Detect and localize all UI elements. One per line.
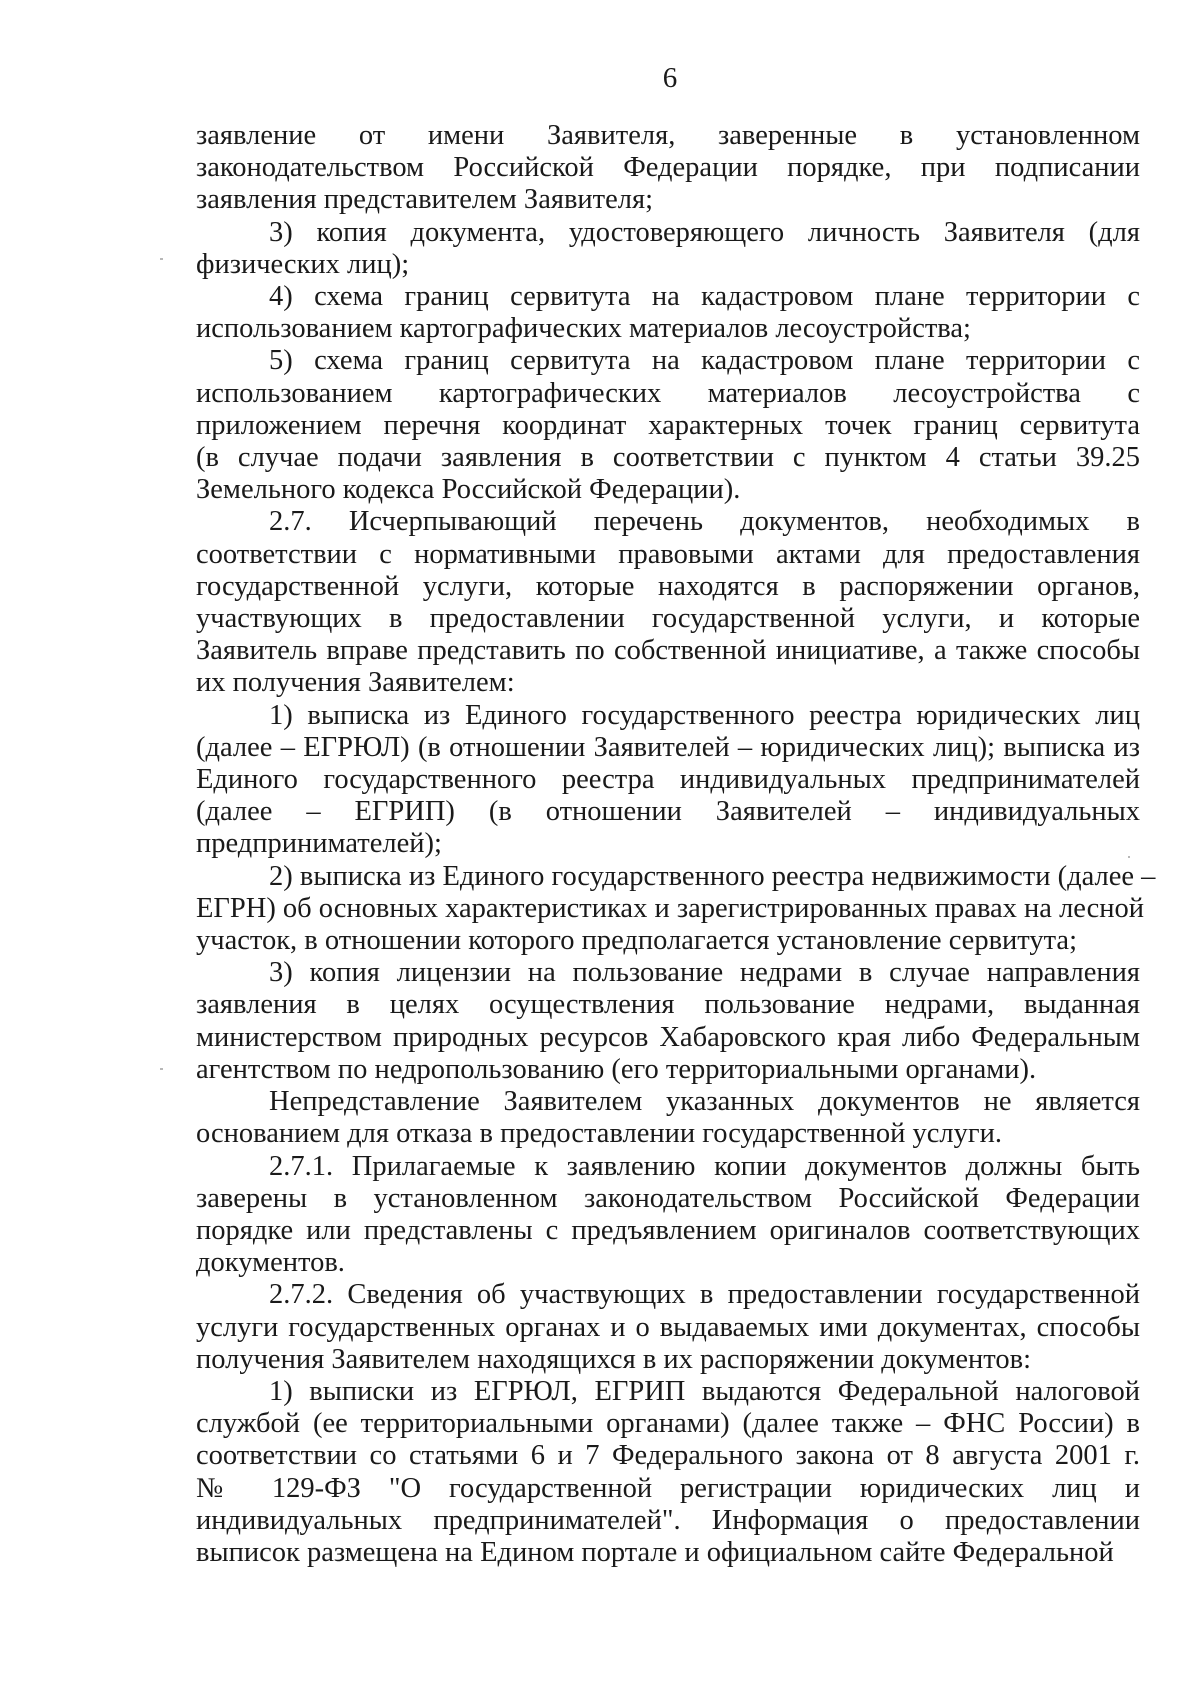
text-line: предпринимателей); <box>196 828 442 860</box>
text-line: использованием картографических материалов лесоустройства с <box>196 377 1140 409</box>
text-line: законодательством Российской Федерации порядке, при подписании <box>196 152 1140 184</box>
text-line: Непредставление Заявителем указанных документов не является <box>269 1086 1140 1118</box>
page-number: 6 <box>662 62 678 94</box>
text-line: приложением перечня координат характерных точек границ сервитута <box>196 409 1140 441</box>
text-line: индивидуальных предпринимателей". Информация о предоставлении <box>196 1504 1140 1536</box>
document-body <box>196 120 1156 1569</box>
text-line: заверены в установленном законодательством Российской Федерации <box>196 1182 1140 1214</box>
text-line: заявление от имени Заявителя, заверенные в установленном <box>196 120 1140 151</box>
paragraph <box>196 1279 1140 1376</box>
paragraph <box>196 1086 1140 1150</box>
text-line: основанием для отказа в предоставлении государственной услуги. <box>196 1118 1002 1150</box>
text-line: их получения Заявителем: <box>196 667 515 699</box>
text-line: 4) схема границ сервитута на кадастровом плане территории с <box>269 281 1140 313</box>
text-line: (в случае подачи заявления в соответствии с пунктом 4 статьи 39.25 <box>196 442 1140 474</box>
paragraph <box>196 700 1140 861</box>
text-line: агентством по недропользованию (его территориальными органами). <box>196 1053 1037 1085</box>
text-line: заявления представителем Заявителя; <box>196 184 654 216</box>
text-line: соответствии с нормативными правовыми актами для предоставления <box>196 538 1140 570</box>
text-line: Земельного кодекса Российской Федерации). <box>196 474 741 506</box>
text-line: Единого государственного реестра индивидуальных предпринимателей <box>196 764 1140 796</box>
text-line: 1) выписка из Единого государственного реестра юридических лиц <box>269 699 1140 731</box>
text-line: № 129-ФЗ "О государственной регистрации юридических лиц и <box>196 1472 1140 1504</box>
paragraph <box>196 506 1140 699</box>
text-line: порядке или представлены с предъявлением оригиналов соответствующих <box>196 1214 1140 1246</box>
text-line: ЕГРН) об основных характеристиках и зарегистрированных правах на лесной <box>196 892 1145 924</box>
text-line: выписок размещена на Едином портале и официальном сайте Федеральной <box>196 1536 1114 1568</box>
paragraph <box>196 217 1140 281</box>
paragraph <box>196 1376 1140 1569</box>
text-line: 2.7. Исчерпывающий перечень документов, необходимых в <box>269 506 1140 538</box>
text-line: 1) выписки из ЕГРЮЛ, ЕГРИП выдаются Федеральной налоговой <box>269 1375 1140 1407</box>
text-line: службой (ее территориальными органами) (далее также – ФНС России) в <box>196 1408 1140 1440</box>
paragraph <box>196 957 1140 1086</box>
text-line: заявления в целях осуществления пользование недрами, выданная <box>196 989 1140 1021</box>
text-line: соответствии со статьями 6 и 7 Федерального закона от 8 августа 2001 г. <box>196 1440 1140 1472</box>
text-line: (далее – ЕГРЮЛ) (в отношении Заявителей – юридических лиц); выписка из <box>196 731 1140 763</box>
text-line: 5) схема границ сервитута на кадастровом плане территории с <box>269 345 1140 377</box>
text-line: министерством природных ресурсов Хабаровского края либо Федеральным <box>196 1021 1140 1053</box>
text-line: физических лиц); <box>196 248 410 280</box>
paragraph <box>196 281 1140 345</box>
text-line: 3) копия лицензии на пользование недрами в случае направления <box>269 957 1140 989</box>
paragraph <box>196 120 1140 217</box>
text-line: 2.7.2. Сведения об участвующих в предоставлении государственной <box>269 1279 1140 1311</box>
text-line: участвующих в предоставлении государственной услуги, и которые <box>196 603 1140 635</box>
text-line: 2) выписка из Единого государственного реестра недвижимости (далее – <box>269 860 1156 892</box>
text-line: Заявитель вправе представить по собственной инициативе, а также способы <box>196 635 1140 667</box>
text-line: государственной услуги, которые находятся в распоряжении органов, <box>196 570 1140 602</box>
text-line: 2.7.1. Прилагаемые к заявлению копии документов должны быть <box>269 1150 1140 1182</box>
scan-artifact-mark <box>160 258 163 260</box>
paragraph <box>196 1151 1140 1280</box>
text-line: (далее – ЕГРИП) (в отношении Заявителей – индивидуальных <box>196 796 1140 828</box>
paragraph <box>196 860 1156 958</box>
text-line: использованием картографических материалов лесоустройства; <box>196 313 971 345</box>
text-line: документов. <box>196 1247 345 1279</box>
paragraph <box>196 345 1140 506</box>
text-line: 3) копия документа, удостоверяющего личность Заявителя (для <box>269 216 1140 248</box>
scan-artifact-mark <box>160 1068 163 1070</box>
text-line: участок, в отношении которого предполагается установление сервитута; <box>196 925 1077 957</box>
text-line: получения Заявителем находящихся в их распоряжении документов: <box>196 1343 1031 1375</box>
text-line: услуги государственных органах и о выдаваемых ими документах, способы <box>196 1311 1140 1343</box>
